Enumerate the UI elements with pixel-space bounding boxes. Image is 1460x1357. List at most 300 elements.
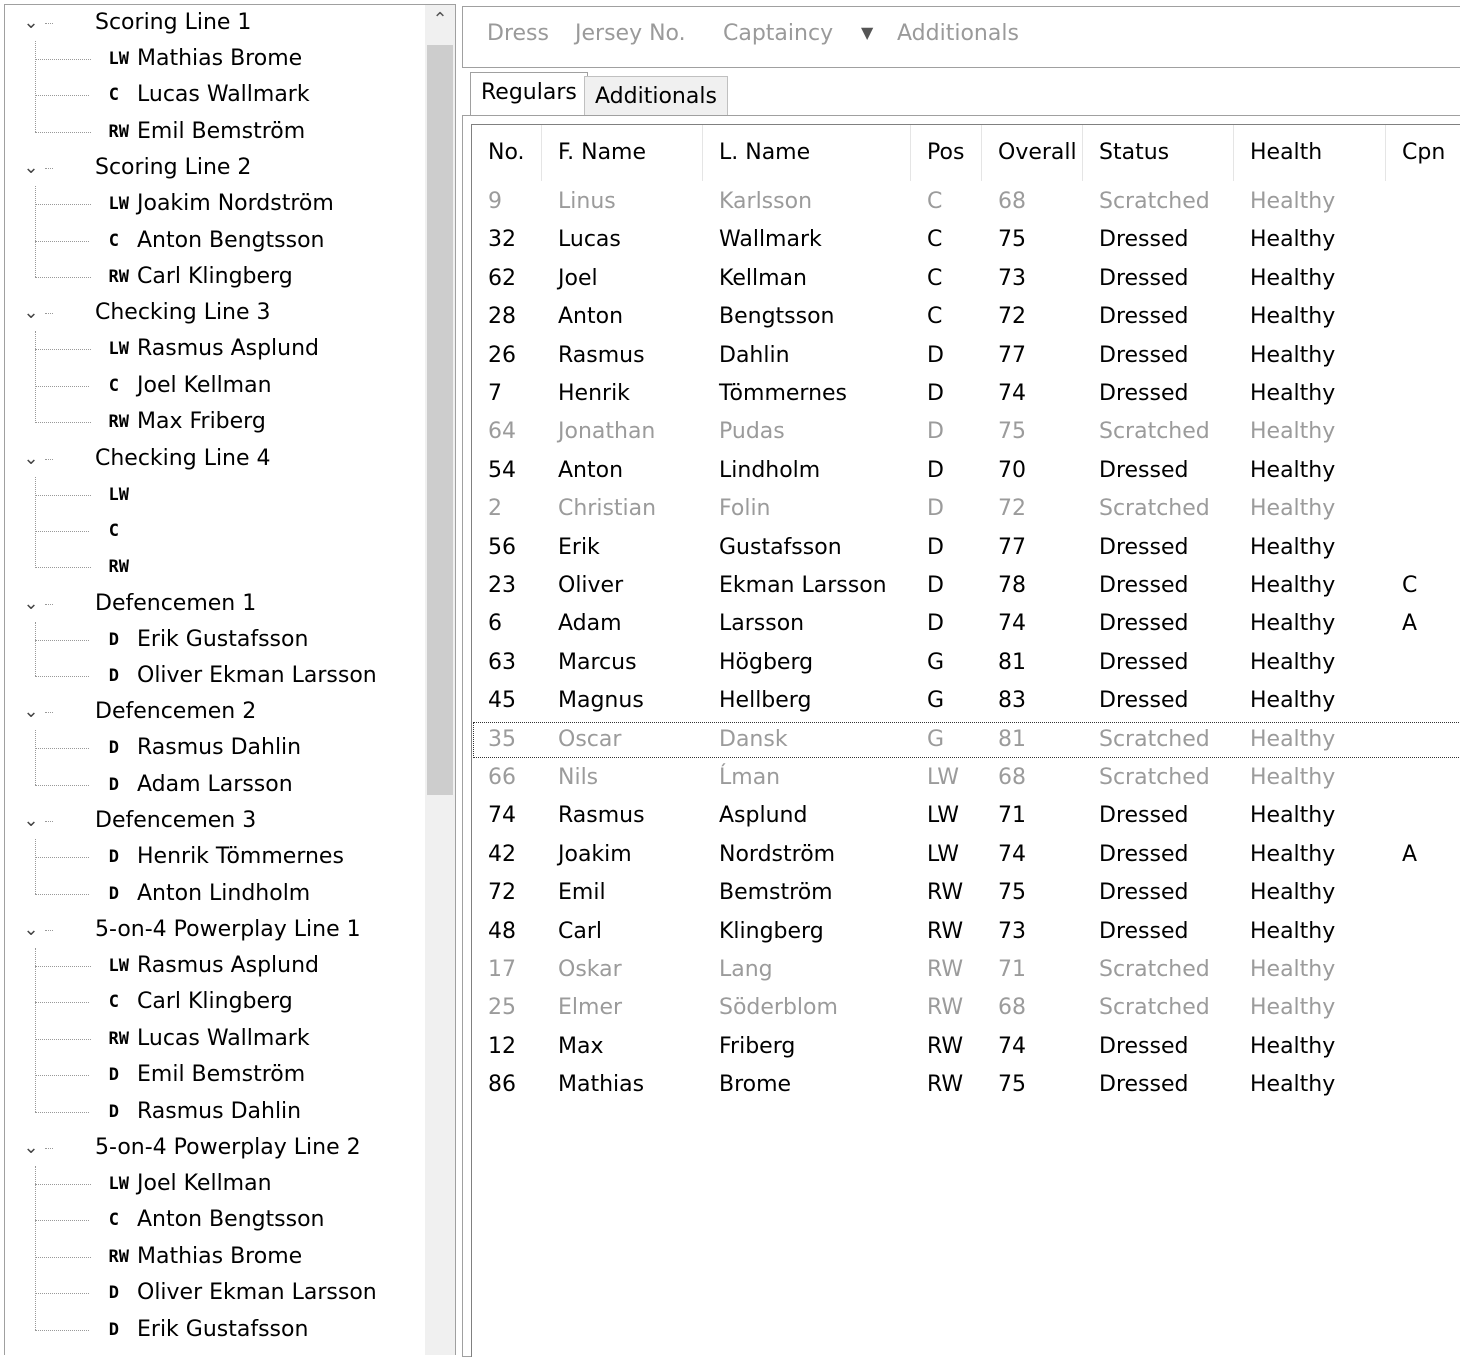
cell-no: 72 — [488, 880, 516, 906]
position-label: LW — [93, 186, 129, 222]
table-row[interactable] — [472, 644, 1460, 682]
cell-health: Healthy — [1250, 265, 1336, 291]
position-label: D — [89, 1312, 119, 1348]
player-name: Anton Bengtsson — [137, 1207, 325, 1233]
cell-pos: D — [927, 573, 944, 598]
tree-connector — [45, 168, 53, 169]
cell-overall: 73 — [998, 265, 1026, 291]
table-row[interactable] — [472, 260, 1460, 298]
cell-health: Healthy — [1250, 918, 1336, 944]
tree-connector — [35, 531, 91, 532]
cell-pos: D — [927, 534, 944, 560]
tree-player-slot[interactable] — [5, 730, 423, 766]
tree-connector — [35, 241, 91, 242]
cell-cpn — [1386, 413, 1460, 451]
cell-first-name: Lucas — [558, 227, 621, 253]
cell-health: Healthy — [1250, 534, 1336, 560]
column-header-no[interactable]: No. — [472, 125, 542, 181]
table-row[interactable] — [472, 221, 1460, 259]
captaincy-button[interactable]: Captaincy — [723, 21, 834, 46]
cell-first-name: Erik — [558, 534, 600, 560]
line-tree-panel — [4, 4, 456, 1355]
tree-player-slot[interactable] — [5, 259, 423, 295]
tree-player-slot[interactable] — [5, 622, 423, 658]
cell-cpn — [1386, 759, 1460, 797]
chevron-down-icon[interactable]: ⌄ — [23, 1136, 39, 1158]
tree-player-slot[interactable] — [5, 1057, 423, 1093]
tree-player-slot[interactable] — [5, 186, 423, 222]
tree-player-slot[interactable] — [5, 876, 423, 912]
additionals-button[interactable]: Additionals — [897, 21, 1019, 46]
cell-status: Dressed — [1099, 265, 1189, 291]
cell-no: 74 — [488, 803, 516, 829]
cell-health: Healthy — [1250, 1072, 1336, 1098]
cell-overall: 68 — [998, 189, 1026, 214]
cell-cpn — [1386, 337, 1460, 375]
cell-last-name: Lindholm — [719, 457, 821, 483]
cell-last-name: Folin — [719, 496, 771, 522]
cell-last-name: Wallmark — [719, 227, 822, 253]
tree-connector — [45, 712, 53, 713]
roster-table — [471, 124, 1460, 1357]
cell-pos: G — [927, 649, 945, 675]
cell-cpn — [1386, 452, 1460, 490]
table-row[interactable] — [472, 951, 1460, 989]
jersey-number-button[interactable]: Jersey No. — [575, 21, 686, 46]
chevron-down-icon[interactable]: ⌄ — [23, 592, 39, 614]
cell-last-name: Bengtsson — [719, 304, 835, 330]
position-label: D — [89, 839, 119, 875]
cell-overall: 74 — [998, 1033, 1026, 1059]
cell-first-name: Max — [558, 1033, 604, 1059]
tree-player-slot[interactable] — [5, 658, 423, 694]
tree-player-slot[interactable] — [5, 223, 423, 259]
cell-overall: 68 — [998, 765, 1026, 790]
tree-player-slot[interactable] — [5, 41, 423, 77]
cell-pos: RW — [927, 1033, 964, 1059]
cell-first-name: Linus — [558, 189, 616, 214]
cell-pos: D — [927, 342, 944, 368]
table-row[interactable] — [472, 529, 1460, 567]
cell-pos: G — [927, 688, 945, 714]
cell-first-name: Oscar — [558, 726, 622, 752]
cell-pos: C — [927, 304, 943, 330]
tree-group-header[interactable] — [5, 694, 423, 730]
table-row[interactable] — [472, 1066, 1460, 1104]
tree-group-header[interactable] — [5, 1130, 423, 1166]
player-name: Max Friberg — [137, 409, 266, 435]
cell-status: Scratched — [1099, 189, 1210, 214]
player-name: Joel Kellman — [137, 1170, 272, 1196]
position-label: LW — [93, 331, 129, 367]
cell-overall: 68 — [998, 995, 1026, 1021]
cell-pos: LW — [927, 841, 959, 867]
dress-button[interactable]: Dress — [487, 21, 549, 46]
tree-player-slot[interactable] — [5, 331, 423, 367]
cell-cpn — [1386, 260, 1460, 298]
tree-group-header[interactable] — [5, 441, 423, 477]
position-label: LW — [93, 477, 129, 513]
tree-scrollbar[interactable] — [425, 5, 455, 1355]
cell-status: Scratched — [1099, 995, 1210, 1021]
player-name: Joel Kellman — [137, 372, 272, 398]
tree-group-header[interactable] — [5, 912, 423, 948]
cell-first-name: Mathias — [558, 1072, 645, 1098]
cell-no: 54 — [488, 457, 516, 483]
tree-connector — [45, 1148, 53, 1149]
position-label: RW — [93, 1021, 129, 1057]
tree-group-title: Scoring Line 2 — [95, 155, 252, 181]
player-name: Adam Larsson — [137, 771, 293, 797]
tree-connector — [45, 459, 53, 460]
chevron-down-icon[interactable]: ⌄ — [23, 447, 39, 469]
scrollbar-thumb[interactable] — [427, 45, 453, 795]
cell-last-name: Ĺman — [719, 765, 781, 790]
cell-status: Scratched — [1099, 419, 1210, 445]
cell-no: 28 — [488, 304, 516, 330]
table-row[interactable] — [472, 989, 1460, 1027]
player-name: Mathias Brome — [137, 1243, 303, 1269]
tree-connector — [35, 349, 91, 350]
tree-connector — [35, 676, 91, 677]
cell-status: Dressed — [1099, 918, 1189, 944]
tree-player-slot[interactable] — [5, 513, 423, 549]
tree-group — [5, 803, 423, 912]
cell-status: Dressed — [1099, 342, 1189, 368]
tree-group — [5, 295, 423, 440]
tree-group-header[interactable] — [5, 586, 423, 622]
tree-player-slot[interactable] — [5, 1239, 423, 1275]
cell-health: Healthy — [1250, 419, 1336, 445]
cell-no: 66 — [488, 765, 516, 790]
cell-first-name: Joel — [558, 265, 598, 291]
cell-status: Dressed — [1099, 611, 1189, 637]
position-label: C — [89, 1202, 119, 1238]
chevron-down-icon[interactable]: ⌄ — [23, 919, 39, 941]
table-row[interactable] — [472, 375, 1460, 413]
cell-no: 56 — [488, 534, 516, 560]
cell-health: Healthy — [1250, 995, 1336, 1021]
tree-connector — [35, 1075, 91, 1076]
tree-player-slot[interactable] — [5, 1094, 423, 1130]
column-header-last-name[interactable]: L. Name — [703, 125, 911, 181]
cell-health: Healthy — [1250, 1033, 1336, 1059]
cell-overall: 71 — [998, 957, 1026, 982]
cell-overall: 74 — [998, 381, 1026, 406]
tree-player-slot[interactable] — [5, 77, 423, 113]
tree-player-slot[interactable] — [5, 1275, 423, 1311]
cell-last-name: Klingberg — [719, 918, 824, 944]
cell-overall: 75 — [998, 227, 1026, 253]
player-name: Rasmus Dahlin — [137, 1098, 302, 1124]
cell-cpn — [1386, 1028, 1460, 1066]
player-name: Rasmus Asplund — [137, 953, 320, 979]
cell-pos: D — [927, 381, 944, 406]
cell-cpn: A — [1402, 611, 1418, 637]
tree-player-slot[interactable] — [5, 948, 423, 984]
tree-player-slot[interactable] — [5, 1202, 423, 1238]
tree-connector — [35, 204, 91, 205]
cell-cpn — [1386, 721, 1460, 759]
tree-group-header[interactable] — [5, 150, 423, 186]
cell-first-name: Carl — [558, 918, 602, 944]
tree-player-slot[interactable] — [5, 549, 423, 585]
cell-overall: 70 — [998, 457, 1026, 483]
tree-connector — [35, 1039, 91, 1040]
cell-cpn — [1386, 298, 1460, 336]
cell-pos: C — [927, 265, 943, 291]
cell-cpn — [1386, 644, 1460, 682]
tree-group-title: 5-on-4 Powerplay Line 1 — [95, 917, 361, 943]
tree-group-title: Scoring Line 1 — [95, 10, 252, 35]
table-row[interactable] — [472, 797, 1460, 835]
cell-last-name: Högberg — [719, 649, 814, 675]
cell-pos: RW — [927, 880, 964, 906]
cell-first-name: Joakim — [558, 841, 632, 867]
cell-last-name: Brome — [719, 1072, 792, 1098]
tab-regulars[interactable]: Regulars — [470, 72, 588, 117]
tree-group — [5, 694, 423, 803]
player-name: Joakim Nordström — [137, 191, 334, 217]
cell-first-name: Rasmus — [558, 342, 645, 368]
cell-last-name: Gustafsson — [719, 534, 842, 560]
cell-pos: LW — [927, 803, 959, 829]
position-label: D — [89, 622, 119, 658]
cell-first-name: Anton — [558, 304, 624, 330]
cell-first-name: Oskar — [558, 957, 622, 982]
cell-status: Dressed — [1099, 649, 1189, 675]
cell-cpn — [1386, 490, 1460, 528]
cell-status: Scratched — [1099, 957, 1210, 982]
cell-first-name: Adam — [558, 611, 622, 637]
player-name: Erik Gustafsson — [137, 626, 309, 652]
table-row[interactable] — [472, 721, 1460, 759]
tree-connector — [35, 857, 91, 858]
cell-cpn — [1386, 221, 1460, 259]
cell-first-name: Henrik — [558, 381, 630, 406]
tree-connector — [35, 966, 91, 967]
tree-connector — [35, 1112, 91, 1113]
column-header-health[interactable]: Health — [1234, 125, 1386, 181]
table-row[interactable] — [472, 682, 1460, 720]
tree-player-slot[interactable] — [5, 984, 423, 1020]
position-label: RW — [93, 549, 129, 585]
cell-health: Healthy — [1250, 573, 1336, 598]
player-name: Emil Bemström — [137, 1062, 306, 1088]
cell-overall: 77 — [998, 534, 1026, 560]
cell-overall: 72 — [998, 496, 1026, 522]
cell-last-name: Tömmernes — [719, 381, 848, 406]
cell-last-name: Friberg — [719, 1033, 796, 1059]
tree-group-title: Defencemen 2 — [95, 699, 257, 725]
tree-group-title: Defencemen 3 — [95, 808, 257, 834]
cell-overall: 71 — [998, 803, 1026, 829]
player-name: Anton Lindholm — [137, 880, 311, 906]
column-header-status[interactable]: Status — [1083, 125, 1234, 181]
table-row[interactable] — [472, 836, 1460, 874]
tree-group-header[interactable] — [5, 295, 423, 331]
tree-player-slot[interactable] — [5, 477, 423, 513]
cell-first-name: Oliver — [558, 573, 624, 598]
tree-connector — [35, 95, 91, 96]
tab-content — [462, 115, 1460, 1357]
position-label: RW — [93, 259, 129, 295]
captaincy-dropdown-icon[interactable]: ▼ — [861, 23, 874, 42]
roster-panel — [458, 0, 1460, 1354]
tree-group — [5, 586, 423, 695]
cell-pos: D — [927, 419, 944, 445]
table-row[interactable] — [472, 490, 1460, 528]
tree-group — [5, 150, 423, 295]
cell-overall: 77 — [998, 342, 1026, 368]
cell-health: Healthy — [1250, 688, 1336, 714]
tree-player-slot[interactable] — [5, 839, 423, 875]
cell-first-name: Anton — [558, 457, 624, 483]
position-label: LW — [93, 41, 129, 77]
tree-player-slot[interactable] — [5, 767, 423, 803]
tree-connector — [35, 1293, 91, 1294]
tree-connector — [35, 1220, 91, 1221]
position-label: C — [89, 77, 119, 113]
tree-player-slot[interactable] — [5, 1166, 423, 1202]
chevron-down-icon[interactable]: ⌄ — [23, 157, 39, 179]
table-row[interactable] — [472, 759, 1460, 797]
cell-pos: D — [927, 611, 944, 637]
column-header-overall[interactable]: Overall — [982, 125, 1083, 181]
position-label: D — [89, 876, 119, 912]
tab-additionals[interactable]: Additionals — [584, 76, 728, 117]
cell-overall: 74 — [998, 611, 1026, 637]
cell-first-name: Jonathan — [558, 419, 656, 445]
player-name: Lucas Wallmark — [137, 1025, 310, 1051]
cell-cpn — [1386, 375, 1460, 413]
cell-last-name: Karlsson — [719, 189, 813, 214]
cell-pos: LW — [927, 765, 959, 790]
cell-status: Dressed — [1099, 1072, 1189, 1098]
tree-connector — [35, 277, 91, 278]
tree-player-slot[interactable] — [5, 404, 423, 440]
table-row[interactable] — [472, 183, 1460, 221]
cell-no: 23 — [488, 573, 516, 598]
cell-last-name: Nordström — [719, 841, 836, 867]
tree-group-header[interactable] — [5, 803, 423, 839]
player-name: Emil Bemström — [137, 118, 306, 144]
table-row[interactable] — [472, 605, 1460, 643]
chevron-down-icon[interactable]: ⌄ — [23, 701, 39, 723]
table-row[interactable] — [472, 567, 1460, 605]
cell-no: 32 — [488, 227, 516, 253]
cell-pos: RW — [927, 957, 964, 982]
table-row[interactable] — [472, 298, 1460, 336]
position-label: LW — [93, 1166, 129, 1202]
tree-connector — [45, 821, 53, 822]
cell-cpn — [1386, 989, 1460, 1027]
cell-health: Healthy — [1250, 381, 1336, 406]
tree-group — [5, 912, 423, 1130]
position-label: D — [89, 1275, 119, 1311]
tree-player-slot[interactable] — [5, 368, 423, 404]
tree-group-title: Checking Line 4 — [95, 445, 271, 471]
table-header — [472, 125, 1460, 181]
cell-cpn — [1386, 529, 1460, 567]
cell-overall: 81 — [998, 726, 1026, 752]
cell-cpn — [1386, 682, 1460, 720]
cell-no: 48 — [488, 918, 516, 944]
cell-overall: 78 — [998, 573, 1026, 598]
table-row[interactable] — [472, 452, 1460, 490]
chevron-down-icon[interactable]: ⌄ — [23, 810, 39, 832]
cell-status: Dressed — [1099, 304, 1189, 330]
position-label: RW — [93, 404, 129, 440]
tree-player-slot[interactable] — [5, 1312, 423, 1348]
cell-no: 25 — [488, 995, 516, 1021]
column-header-pos[interactable]: Pos — [911, 125, 982, 181]
tree-connector — [35, 1184, 91, 1185]
cell-last-name: Asplund — [719, 803, 808, 829]
cell-last-name: Bemström — [719, 880, 833, 906]
tree-connector — [35, 495, 91, 496]
chevron-down-icon[interactable]: ⌄ — [23, 12, 39, 33]
cell-status: Dressed — [1099, 803, 1189, 829]
cell-last-name: Pudas — [719, 419, 785, 445]
cell-status: Dressed — [1099, 573, 1189, 598]
cell-pos: G — [927, 726, 945, 752]
cell-status: Dressed — [1099, 381, 1189, 406]
cell-last-name: Kellman — [719, 265, 807, 291]
cell-overall: 75 — [998, 1072, 1026, 1098]
cell-last-name: Söderblom — [719, 995, 838, 1021]
chevron-down-icon[interactable]: ⌄ — [23, 302, 39, 324]
tree-group-header[interactable] — [5, 5, 423, 41]
player-name: Henrik Tömmernes — [137, 844, 344, 870]
column-header-cpn[interactable]: Cpn — [1386, 125, 1460, 181]
table-row[interactable] — [472, 1028, 1460, 1066]
tree-player-slot[interactable] — [5, 1021, 423, 1057]
position-label: C — [89, 513, 119, 549]
cell-first-name: Rasmus — [558, 803, 645, 829]
cell-last-name: Hellberg — [719, 688, 812, 714]
column-header-first-name[interactable]: F. Name — [542, 125, 703, 181]
table-row[interactable] — [472, 413, 1460, 451]
position-label: LW — [93, 948, 129, 984]
cell-no: 17 — [488, 957, 516, 982]
cell-first-name: Christian — [558, 496, 657, 522]
tree-connector — [35, 1330, 91, 1331]
cell-first-name: Nils — [558, 765, 599, 790]
cell-no: 7 — [488, 381, 502, 406]
table-row[interactable] — [472, 874, 1460, 912]
cell-overall: 73 — [998, 918, 1026, 944]
cell-overall: 75 — [998, 880, 1026, 906]
player-name: Lucas Wallmark — [137, 82, 310, 108]
cell-cpn — [1386, 874, 1460, 912]
cell-overall: 74 — [998, 841, 1026, 867]
cell-health: Healthy — [1250, 496, 1336, 522]
table-row[interactable] — [472, 913, 1460, 951]
cell-overall: 81 — [998, 649, 1026, 675]
tree-group — [5, 1130, 423, 1348]
table-row[interactable] — [472, 337, 1460, 375]
cell-status: Scratched — [1099, 726, 1210, 752]
cell-status: Dressed — [1099, 688, 1189, 714]
cell-no: 12 — [488, 1033, 516, 1059]
tree-player-slot[interactable] — [5, 114, 423, 150]
cell-no: 2 — [488, 496, 502, 522]
tree-connector — [35, 894, 91, 895]
cell-overall: 75 — [998, 419, 1026, 445]
cell-no: 45 — [488, 688, 516, 714]
scroll-up-arrow-icon[interactable]: ⌃ — [432, 9, 448, 30]
